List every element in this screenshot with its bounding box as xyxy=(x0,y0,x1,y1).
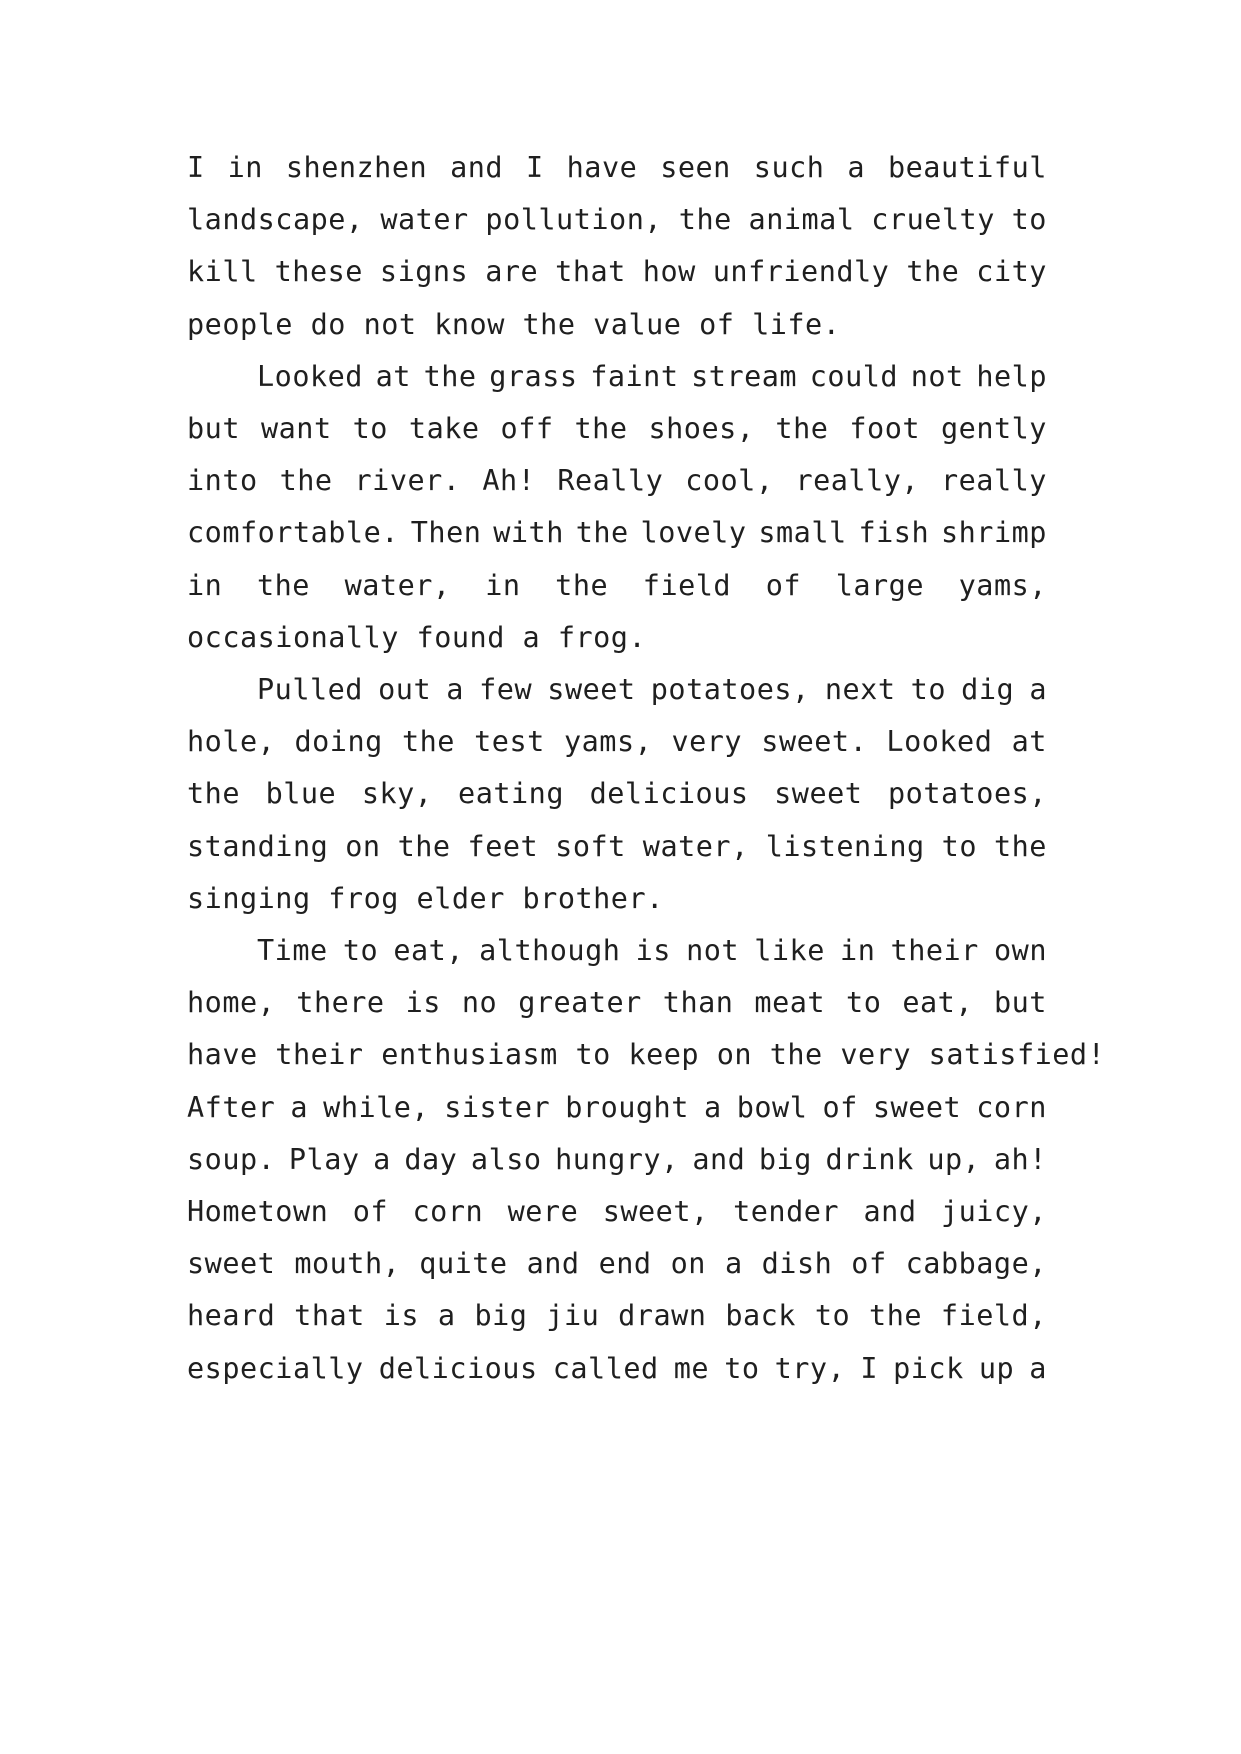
text-line: singing frog elder brother. xyxy=(187,881,664,915)
word: foot xyxy=(849,412,921,445)
word: how xyxy=(642,255,696,289)
word: that xyxy=(294,1299,365,1333)
word: seen xyxy=(660,151,731,184)
word: pick xyxy=(893,1351,964,1385)
text-line: occasionally found a frog. xyxy=(187,620,647,654)
word: to xyxy=(910,673,946,706)
word: ah! xyxy=(993,1142,1047,1176)
word: unfriendly xyxy=(712,255,890,289)
word: a xyxy=(1029,1351,1047,1385)
word: the xyxy=(401,725,455,759)
word: brought xyxy=(565,1090,689,1124)
word: of xyxy=(352,1195,389,1228)
word: feet xyxy=(467,829,539,863)
text-line xyxy=(187,400,1047,458)
word: hole, xyxy=(187,725,276,759)
word: own xyxy=(994,934,1047,967)
word: stream xyxy=(691,359,798,393)
word: Looked xyxy=(257,359,363,393)
word: end xyxy=(598,1247,652,1281)
word: Really xyxy=(557,464,664,498)
text-line xyxy=(187,139,1047,197)
word: beautiful xyxy=(887,151,1047,184)
word: is xyxy=(405,986,441,1020)
word: water xyxy=(380,203,469,237)
word: that xyxy=(555,255,626,289)
word: with xyxy=(493,516,564,550)
word: I xyxy=(187,151,205,184)
word: to xyxy=(846,986,882,1020)
word: cabbage, xyxy=(905,1247,1047,1281)
word: sweet xyxy=(872,1090,962,1124)
word: on xyxy=(345,829,381,863)
text-line xyxy=(187,765,1047,823)
word: bowl xyxy=(736,1090,808,1124)
text-line xyxy=(187,1235,1047,1293)
word: faint xyxy=(590,359,679,393)
text-line xyxy=(187,504,1047,562)
word: Time xyxy=(257,934,328,967)
word: in xyxy=(840,934,876,967)
word: want xyxy=(260,412,332,445)
word: soup. xyxy=(187,1142,276,1176)
word: hungry, xyxy=(555,1142,679,1176)
word: a xyxy=(437,1299,456,1333)
word: these xyxy=(274,255,363,289)
word: eat, xyxy=(902,986,973,1020)
word: listening xyxy=(765,829,925,863)
word: to xyxy=(1011,203,1047,237)
word: dish xyxy=(761,1247,833,1281)
word: out xyxy=(378,673,432,706)
word: corn xyxy=(976,1090,1047,1124)
word: city xyxy=(976,255,1047,289)
word: mouth, xyxy=(294,1247,401,1281)
word: sweet, xyxy=(602,1195,709,1228)
word: and xyxy=(692,1142,746,1176)
word: pollution, xyxy=(485,203,663,237)
word: grass xyxy=(489,359,578,393)
word: a xyxy=(446,673,464,706)
word: cruelty xyxy=(871,203,995,237)
text-line xyxy=(187,1183,1047,1241)
word: are xyxy=(485,255,539,289)
word: the xyxy=(775,412,829,445)
word: up, xyxy=(927,1142,981,1176)
word: potatoes, xyxy=(888,777,1047,811)
word: jiu xyxy=(546,1299,600,1333)
text-line xyxy=(257,922,1047,980)
word: eating xyxy=(458,777,564,811)
word: doing xyxy=(294,725,383,759)
word: really, xyxy=(795,464,920,498)
word: yams, xyxy=(958,568,1047,602)
word: potatoes, xyxy=(650,673,810,706)
word: animal xyxy=(748,203,855,237)
word: Then xyxy=(410,516,482,550)
word: river. xyxy=(354,464,461,498)
text-line xyxy=(187,243,1047,301)
word: of xyxy=(765,568,802,602)
word: comfortable. xyxy=(187,516,399,550)
word: is xyxy=(635,934,671,967)
word: the xyxy=(423,359,477,393)
word: gently xyxy=(941,412,1047,445)
word: especially xyxy=(187,1351,364,1385)
word: than xyxy=(662,986,734,1020)
text-line xyxy=(187,818,1047,876)
word: blue xyxy=(265,777,337,811)
word: up xyxy=(978,1351,1015,1385)
text-line xyxy=(257,661,1047,719)
word: the xyxy=(187,777,240,811)
word: not xyxy=(686,934,740,967)
word: on xyxy=(670,1247,706,1281)
word: have xyxy=(566,151,638,184)
word: cool, xyxy=(685,464,774,498)
word: in xyxy=(187,568,223,602)
word: greater xyxy=(518,986,642,1020)
word: I xyxy=(526,151,544,184)
word: sweet. xyxy=(761,725,868,759)
word: a xyxy=(373,1142,391,1176)
word: shenzhen xyxy=(285,151,428,184)
word: try, xyxy=(774,1351,846,1385)
word: no xyxy=(461,986,498,1020)
word: back xyxy=(725,1299,796,1333)
word: very xyxy=(671,725,743,759)
word: home, xyxy=(187,986,276,1020)
word: in xyxy=(227,151,263,184)
word: day xyxy=(404,1142,458,1176)
word: and xyxy=(450,151,504,184)
word: eat, xyxy=(393,934,464,967)
text-line xyxy=(187,557,1047,615)
word: the xyxy=(397,829,451,863)
word: After xyxy=(187,1090,276,1124)
word: a xyxy=(1029,673,1047,706)
word: to xyxy=(352,412,388,445)
word: sweet xyxy=(547,673,636,706)
text-line xyxy=(187,452,1047,510)
word: delicious xyxy=(378,1351,538,1385)
text-line xyxy=(187,1079,1047,1137)
word: to xyxy=(724,1351,760,1385)
text-line: have their enthusiasm to keep on the very satisfied! xyxy=(187,1038,1106,1072)
word: is xyxy=(383,1299,420,1333)
word: Pulled xyxy=(257,673,363,706)
word: large xyxy=(835,568,924,602)
text-line xyxy=(257,348,1047,406)
word: called xyxy=(552,1351,659,1385)
word: meat xyxy=(754,986,826,1020)
word: the xyxy=(575,516,629,550)
word: shrimp xyxy=(940,516,1047,550)
word: quite xyxy=(419,1247,508,1281)
word: help xyxy=(976,359,1047,393)
word: like xyxy=(754,934,825,967)
word: yams, xyxy=(563,725,653,759)
word: sweet xyxy=(774,777,863,811)
word: but xyxy=(187,412,240,445)
text-line xyxy=(187,191,1047,249)
word: but xyxy=(993,986,1047,1020)
word: to xyxy=(342,934,379,967)
word: a xyxy=(847,151,866,184)
word: field xyxy=(642,568,732,602)
text-line xyxy=(187,1340,1047,1398)
word: sister xyxy=(444,1090,551,1124)
word: big xyxy=(474,1299,528,1333)
word: kill xyxy=(187,255,258,289)
word: drink xyxy=(825,1142,914,1176)
word: the xyxy=(869,1299,923,1333)
word: Play xyxy=(288,1142,360,1176)
word: water, xyxy=(642,829,749,863)
word: fish xyxy=(858,516,930,550)
word: could xyxy=(809,359,899,393)
word: few xyxy=(479,673,533,706)
word: the xyxy=(574,412,628,445)
word: also xyxy=(470,1142,542,1176)
word: the xyxy=(256,568,310,602)
word: drawn xyxy=(618,1299,707,1333)
word: of xyxy=(822,1090,858,1124)
word: sky, xyxy=(361,777,433,811)
word: me xyxy=(673,1351,710,1385)
word: sweet xyxy=(187,1247,276,1281)
word: of xyxy=(851,1247,887,1281)
word: corn xyxy=(412,1195,484,1228)
word: the xyxy=(993,829,1047,863)
word: such xyxy=(753,151,825,184)
word: Looked xyxy=(886,725,993,759)
text-line xyxy=(187,974,1047,1032)
word: a xyxy=(290,1090,309,1124)
word: I xyxy=(860,1351,879,1385)
word: test xyxy=(474,725,545,759)
text-line xyxy=(187,713,1047,771)
word: standing xyxy=(187,829,329,863)
word: a xyxy=(703,1090,722,1124)
word: while, xyxy=(323,1090,430,1124)
text-line xyxy=(187,1287,1047,1345)
word: their xyxy=(890,934,979,967)
word: Hometown xyxy=(187,1195,329,1228)
word: into xyxy=(187,464,258,498)
word: heard xyxy=(187,1299,276,1333)
text-line: people do not know the value of life. xyxy=(187,307,841,341)
word: to xyxy=(941,829,977,863)
word: in xyxy=(485,568,521,602)
word: the xyxy=(555,568,609,602)
word: delicious xyxy=(589,777,749,811)
word: next xyxy=(824,673,896,706)
word: landscape, xyxy=(187,203,364,237)
word: not xyxy=(910,359,964,393)
word: at xyxy=(375,359,411,393)
word: water, xyxy=(344,568,451,602)
word: the xyxy=(279,464,333,498)
word: lovely xyxy=(640,516,747,550)
word: juicy, xyxy=(940,1195,1047,1228)
word: really xyxy=(940,464,1047,498)
word: the xyxy=(678,203,732,237)
text-line xyxy=(187,1131,1047,1189)
word: Ah! xyxy=(482,464,536,498)
word: to xyxy=(814,1299,851,1333)
word: signs xyxy=(379,255,469,289)
word: dig xyxy=(961,673,1015,706)
word: shoes, xyxy=(648,412,755,445)
word: a xyxy=(724,1247,743,1281)
word: big xyxy=(758,1142,812,1176)
word: soft xyxy=(555,829,626,863)
word: were xyxy=(507,1195,579,1228)
word: take xyxy=(408,412,480,445)
word: the xyxy=(906,255,960,289)
word: although xyxy=(479,934,621,967)
word: at xyxy=(1011,725,1047,759)
word: tender xyxy=(733,1195,840,1228)
word: there xyxy=(296,986,385,1020)
word: and xyxy=(863,1195,917,1228)
word: and xyxy=(526,1247,580,1281)
word: field, xyxy=(940,1299,1047,1333)
word: small xyxy=(758,516,847,550)
word: off xyxy=(500,412,554,445)
